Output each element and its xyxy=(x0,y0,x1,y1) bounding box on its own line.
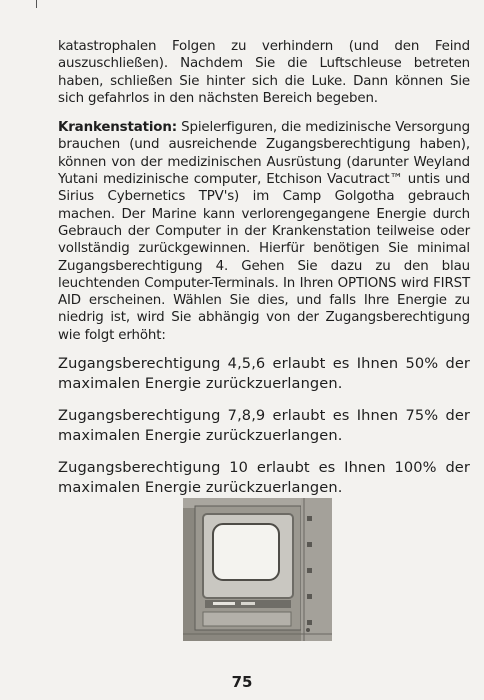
print-mark xyxy=(36,0,37,8)
intro-paragraph: katastrophalen Folgen zu verhindern (und den Feind auszuschließen). Nachdem Sie die Luftschleuse betreten haben, schließen Sie hinter sich die Luke. Dann können Sie sich gefahrlos in den nächsten Bereich begeben. xyxy=(58,39,470,106)
body-text xyxy=(58,38,470,510)
level-paragraph-1: Zugangsberechtigung 4,5,6 erlaubt es Ihnen 50% der maximalen Energie zurückzuerlangen. xyxy=(58,355,470,393)
section-body: Spielerfiguren, die medizinische Versorgung brauchen (und ausreichende Zugangsberechtigung haben), können von der medizinischen Ausrüstung (darunter Weyland Yutani medizinische computer, Etchison Vacutract™ untis und Sirius Cybernetics TPV's) im Camp Golgotha gebrauch machen. Der Marine kann verlorengegangene Energie durch Gebrauch der Computer in der Krankenstation teilweise oder vollständig zurückgewinnen. Hierfür benötigen Sie minimal Zugangsberechtigung 4. Gehen Sie dazu zu den blau leuchtenden Computer-Terminals. In Ihren OPTIONS wird FIRST AID erscheinen. Wählen Sie dies, und falls Ihre Energie zu niedrig ist, wird Sie abhängig von der Zugangsberechtigung wie folgt erhöht: xyxy=(58,120,470,343)
terminal-illustration xyxy=(183,498,332,641)
section-heading: Krankenstation: xyxy=(58,120,177,136)
computer-terminal-image xyxy=(183,498,332,641)
section-paragraph xyxy=(58,119,470,344)
page-number: 75 xyxy=(231,673,253,691)
level-paragraph-3: Zugangsberechtigung 10 erlaubt es Ihnen 100% der maximalen Energie zurückzuerlangen. xyxy=(58,459,470,497)
level-paragraph-2: Zugangsberechtigung 7,8,9 erlaubt es Ihnen 75% der maximalen Energie zurückzuerlangen. xyxy=(58,407,470,445)
